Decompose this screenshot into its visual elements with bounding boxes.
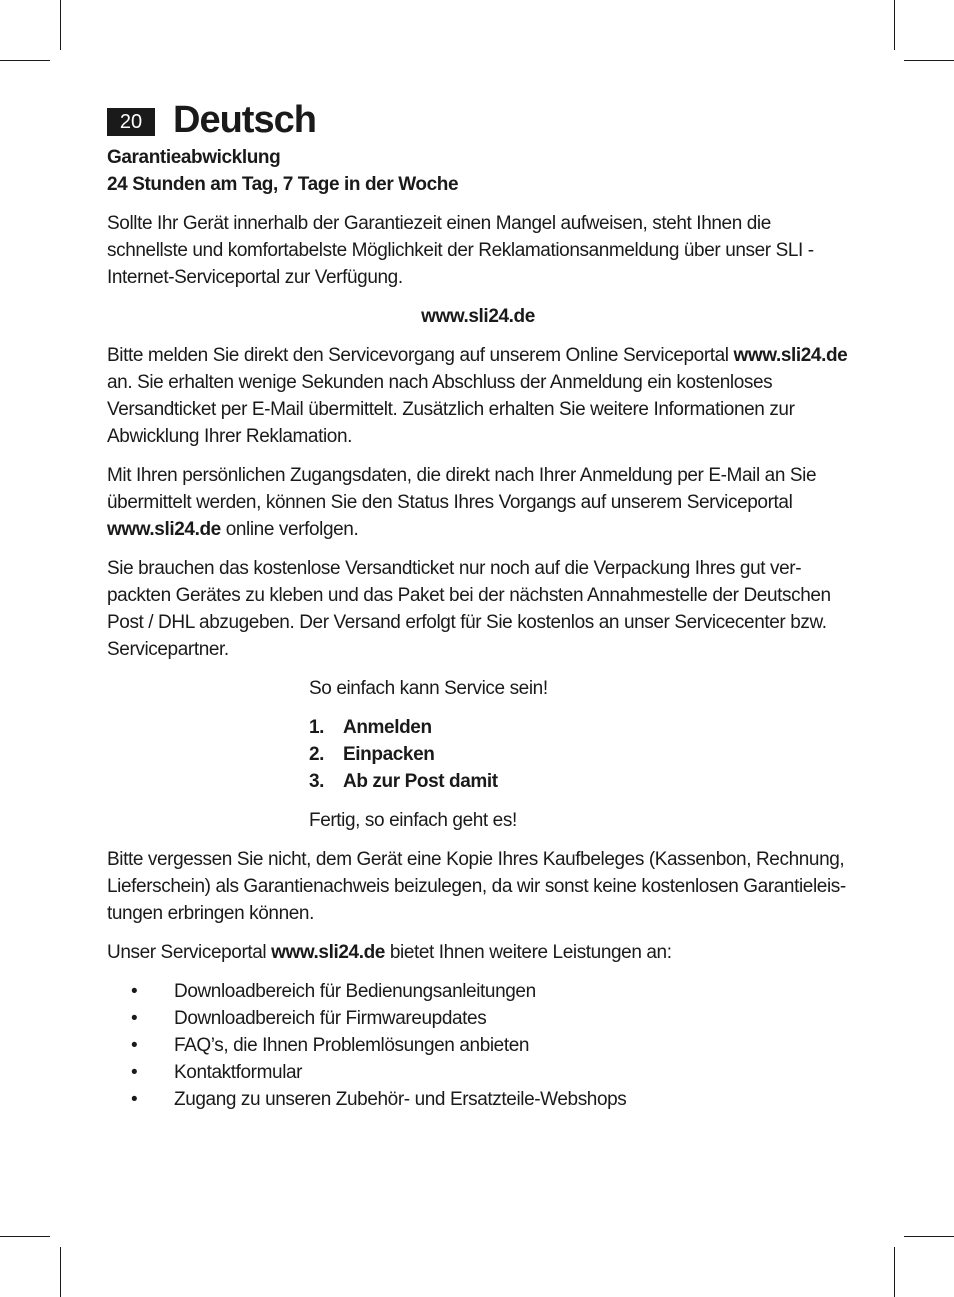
text-segment: an. Sie erhalten wenige Sekunden nach Abschluss der Anmeldung ein kostenloses Versandticket per E-Mail übermittelt. Zusätzlich erhalten Sie weitere Informationen zur Abwicklung Ihrer Reklamation. — [107, 372, 795, 447]
step-label: Anmelden — [343, 717, 432, 738]
list-item-text: Kontaktformular — [174, 1062, 303, 1083]
list-item — [107, 1005, 849, 1032]
step-number: 2. — [309, 744, 325, 765]
list-item-text: FAQ’s, die Ihnen Problemlösungen anbieten — [174, 1035, 530, 1056]
steps-list — [309, 714, 849, 795]
list-item — [107, 1059, 849, 1086]
steps-outro: Fertig, so einfach geht es! — [309, 810, 517, 831]
bullet-icon: • — [131, 981, 138, 1002]
section-heading — [107, 144, 849, 198]
list-item — [107, 1086, 849, 1113]
service-link[interactable]: www.sli24.de — [733, 345, 848, 366]
crop-mark — [0, 60, 50, 61]
crop-mark — [894, 0, 895, 50]
steps-block — [309, 675, 849, 834]
text-segment: online verfolgen. — [220, 519, 359, 540]
page-header — [107, 98, 316, 142]
crop-mark — [60, 1247, 61, 1297]
list-item-text: Downloadbereich für Firmwareupdates — [174, 1008, 487, 1029]
list-item — [107, 978, 849, 1005]
list-item — [107, 1032, 849, 1059]
step-number: 3. — [309, 771, 325, 792]
receipt-paragraph: Bitte vergessen Sie nicht, dem Gerät eine Kopie Ihres Kaufbeleges (Kassenbon, Rechnung, Lieferschein) als Garantienachweis beizulegen, da wir sonst keine kostenlosen Garantieleis-tungen erbringen können. — [107, 849, 846, 924]
service-link[interactable]: www.sli24.de — [271, 942, 385, 963]
services-paragraph — [107, 939, 849, 966]
crop-mark — [894, 1247, 895, 1297]
tracking-paragraph — [107, 462, 849, 543]
heading-line-2: 24 Stunden am Tag, 7 Tage in der Woche — [107, 174, 459, 195]
services-list — [107, 978, 849, 1113]
service-link[interactable]: www.sli24.de — [107, 519, 221, 540]
list-item-text: Zugang zu unseren Zubehör- und Ersatzteile-Webshops — [174, 1089, 627, 1110]
crop-mark — [60, 0, 61, 50]
text-segment: Mit Ihren persönlichen Zugangsdaten, die direkt nach Ihrer Anmeldung per E-Mail an Sie übermittelt werden, können Sie den Status Ihres Vorgangs auf unserem Serviceportal — [107, 465, 817, 513]
bullet-icon: • — [131, 1008, 138, 1029]
bullet-icon: • — [131, 1089, 138, 1110]
step-item — [309, 768, 849, 795]
crop-mark — [904, 1236, 954, 1237]
crop-mark — [904, 60, 954, 61]
steps-intro: So einfach kann Service sein! — [309, 678, 548, 699]
step-label: Ab zur Post damit — [343, 771, 498, 792]
text-segment: Bitte melden Sie direkt den Servicevorgang auf unserem Online Serviceportal — [107, 345, 734, 366]
bullet-icon: • — [131, 1035, 138, 1056]
heading-line-1: Garantieabwicklung — [107, 147, 281, 168]
bullet-icon: • — [131, 1062, 138, 1083]
text-segment: Unser Serviceportal — [107, 942, 272, 963]
crop-mark — [0, 1236, 50, 1237]
step-item — [309, 741, 849, 768]
intro-paragraph: Sollte Ihr Gerät innerhalb der Garantiezeit einen Mangel aufweisen, steht Ihnen die schnellste und komfortabelste Möglichkeit der Reklamationsanmeldung über unser SLI - Internet-Serviceportal zur Verfügung. — [107, 213, 814, 288]
shipping-paragraph: Sie brauchen das kostenlose Versandticket nur noch auf die Verpackung Ihres gut ver-packten Gerätes zu kleben und das Paket bei der nächsten Annahmestelle der Deutschen Post / DHL abzugeben. Der Versand erfolgt für Sie kostenlos an unser Servicecenter bzw. Servicepartner. — [107, 558, 831, 660]
text-segment: bietet Ihnen weitere Leistungen an: — [384, 942, 672, 963]
registration-paragraph — [107, 342, 849, 450]
step-label: Einpacken — [343, 744, 435, 765]
step-item — [309, 714, 849, 741]
step-number: 1. — [309, 717, 325, 738]
document-body — [107, 144, 849, 1113]
list-item-text: Downloadbereich für Bedienungsanleitungen — [174, 981, 536, 1002]
page-number: 20 — [107, 108, 155, 136]
language-title: Deutsch — [173, 98, 316, 141]
service-url[interactable]: www.sli24.de — [421, 306, 535, 327]
